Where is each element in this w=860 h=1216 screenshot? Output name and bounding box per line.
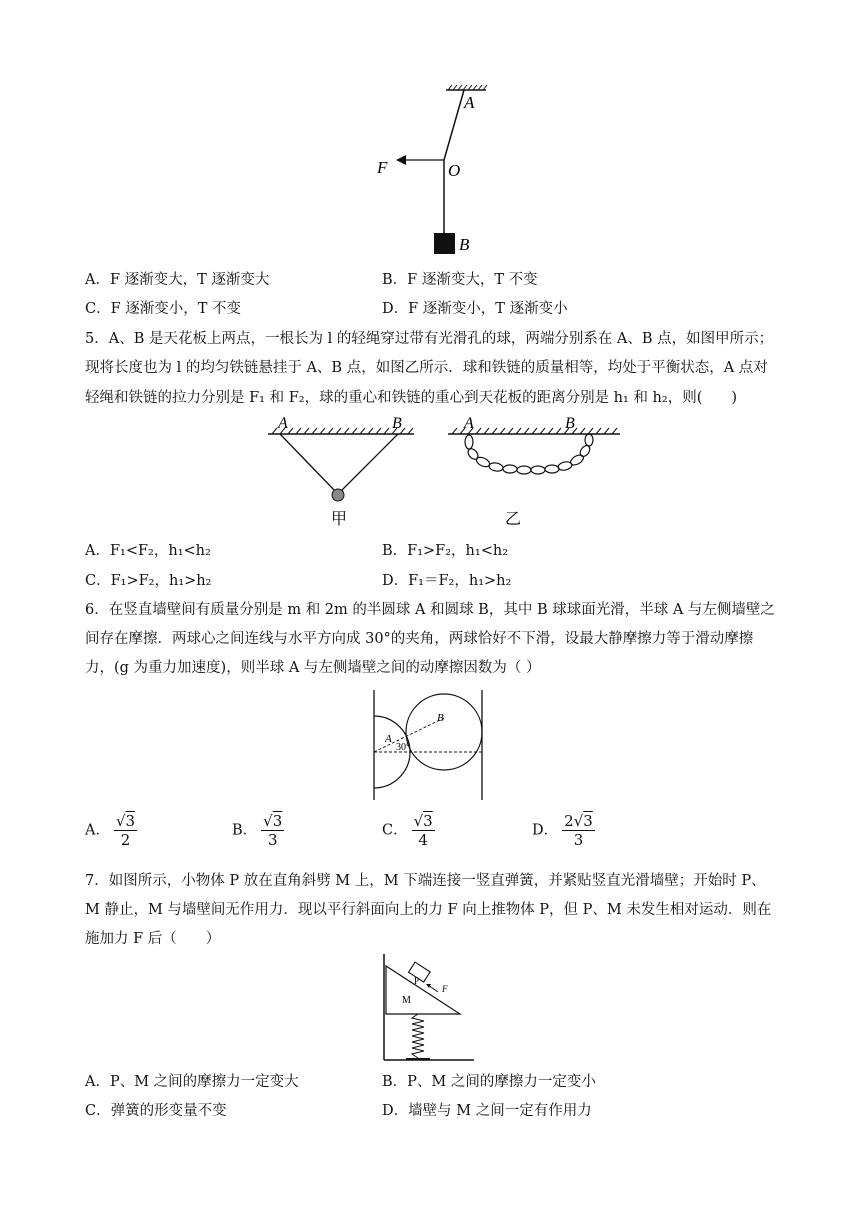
q7-stem-line-2: M 静止，M 与墙壁间无作用力．现以平行斜面向上的力 F 向上推物体 P，但 P、M 未发生相对运动．则在 (85, 902, 772, 918)
q5-stem-line-1: 5．A、B 是天花板上两点，一根长为 l 的轻绳穿过带有光滑孔的球，两端分别系在 A、B 点，如图甲所示； (85, 331, 774, 347)
fig7-label-M: M (402, 995, 411, 1006)
q6-option-a-letter: A． (85, 822, 110, 839)
q6-option-a[interactable] (85, 812, 137, 849)
q6-option-d[interactable] (532, 812, 595, 849)
q6-stem-line-1: 6．在竖直墙壁间有质量分别是 m 和 2m 的半圆球 A 和圆球 B，其中 B 球球面光滑，半球 A 与左侧墙壁之 (85, 602, 775, 618)
radicand: 3 (423, 812, 433, 830)
q7-option-a[interactable]: A．P、M 之间的摩擦力一定变大 (85, 1074, 299, 1090)
fraction: $\frac{√3}{2}$ (115, 812, 136, 849)
fig-jia-label-A: A (278, 415, 288, 432)
q4-option-c[interactable]: C．F 逐渐变小，T 不变 (85, 301, 242, 317)
coefficient: 2 (564, 812, 574, 830)
figure-hemisphere-sphere (368, 688, 490, 804)
label-F: F (377, 158, 388, 177)
q5-option-b[interactable]: B．F₁>F₂，h₁<h₂ (382, 543, 509, 559)
label-B: B (459, 235, 470, 254)
figure-ball-and-chain (262, 412, 632, 532)
q5-option-a[interactable]: A．F₁<F₂，h₁<h₂ (85, 543, 211, 559)
radicand: 3 (583, 812, 593, 830)
fraction: $\frac{√3}{3}$ (263, 812, 283, 849)
fig-yi-label-A: A (464, 415, 474, 432)
q5-stem-line-3: 轻绳和铁链的拉力分别是 F₁ 和 F₂，球的重心和铁链的重心到天花板的距离分别是 h₁ 和 h₂，则( ) (85, 390, 738, 406)
q7-stem-line-3: 施加力 F 后（ ） (85, 931, 221, 947)
label-A: A (464, 93, 475, 112)
q5-option-d[interactable]: D．F₁＝F₂，h₁>h₂ (382, 573, 512, 589)
q5-option-c[interactable]: C．F₁>F₂，h₁>h₂ (85, 573, 212, 589)
denominator: 3 (267, 831, 278, 849)
fig7-label-F: F (442, 984, 448, 994)
q7-option-d[interactable]: D．墙壁与 M 之间一定有作用力 (382, 1103, 592, 1119)
q6-stem-line-3: 力，(g 为重力加速度)，则半球 A 与左侧墙壁之间的动摩擦因数为（ ） (85, 660, 541, 676)
radicand: 3 (272, 812, 283, 830)
fraction: $\frac{2√3}{3}$ (564, 812, 593, 849)
q4-option-d[interactable]: D．F 逐渐变小，T 逐渐变小 (382, 301, 568, 317)
q5-stem-line-2: 现将长度也为 l 的均匀铁链悬挂于 A、B 点，如图乙所示．球和铁链的质量相等，均处于平衡状态，A 点对 (85, 360, 768, 376)
figure-wedge-spring (376, 952, 480, 1064)
fig7-label-P: P (414, 976, 420, 986)
fig-yi-label-B: B (565, 415, 575, 432)
fig-jia-caption: 甲 (331, 511, 348, 528)
q4-option-a[interactable]: A．F 逐渐变大，T 逐渐变大 (85, 272, 270, 288)
q4-option-b[interactable]: B．F 逐渐变大，T 不变 (382, 272, 538, 288)
denominator: 3 (573, 831, 584, 849)
fig-jia-label-B: B (392, 415, 402, 432)
denominator: 4 (418, 831, 428, 849)
q7-option-c[interactable]: C．弹簧的形变量不变 (85, 1103, 227, 1119)
fig6-angle-label: 30° (396, 742, 410, 753)
q6-option-c[interactable] (382, 812, 435, 849)
fig-yi-caption: 乙 (505, 511, 522, 528)
figure-rope-force (360, 84, 520, 262)
label-O: O (448, 161, 461, 180)
q6-stem-line-2: 间存在摩擦．两球心之间连线与水平方向成 30°的夹角，两球恰好不下滑，设最大静摩擦力等于滑动摩擦 (85, 631, 754, 647)
q7-stem-line-1: 7．如图所示，小物体 P 放在直角斜劈 M 上，M 下端连接一竖直弹簧，并紧贴竖直光滑墙壁；开始时 P、 (85, 873, 766, 889)
denominator: 2 (120, 831, 131, 849)
q6-option-c-letter: C． (382, 822, 408, 839)
fig6-label-A: A (385, 733, 392, 745)
q6-option-b-letter: B． (232, 822, 258, 839)
q7-option-b[interactable]: B．P、M 之间的摩擦力一定变小 (382, 1074, 596, 1090)
fraction: $\frac{√3}{4}$ (413, 812, 433, 849)
q6-option-d-letter: D． (532, 822, 559, 839)
radicand: 3 (125, 812, 136, 830)
q6-option-b[interactable] (232, 812, 284, 849)
fig6-label-B: B (437, 712, 444, 724)
